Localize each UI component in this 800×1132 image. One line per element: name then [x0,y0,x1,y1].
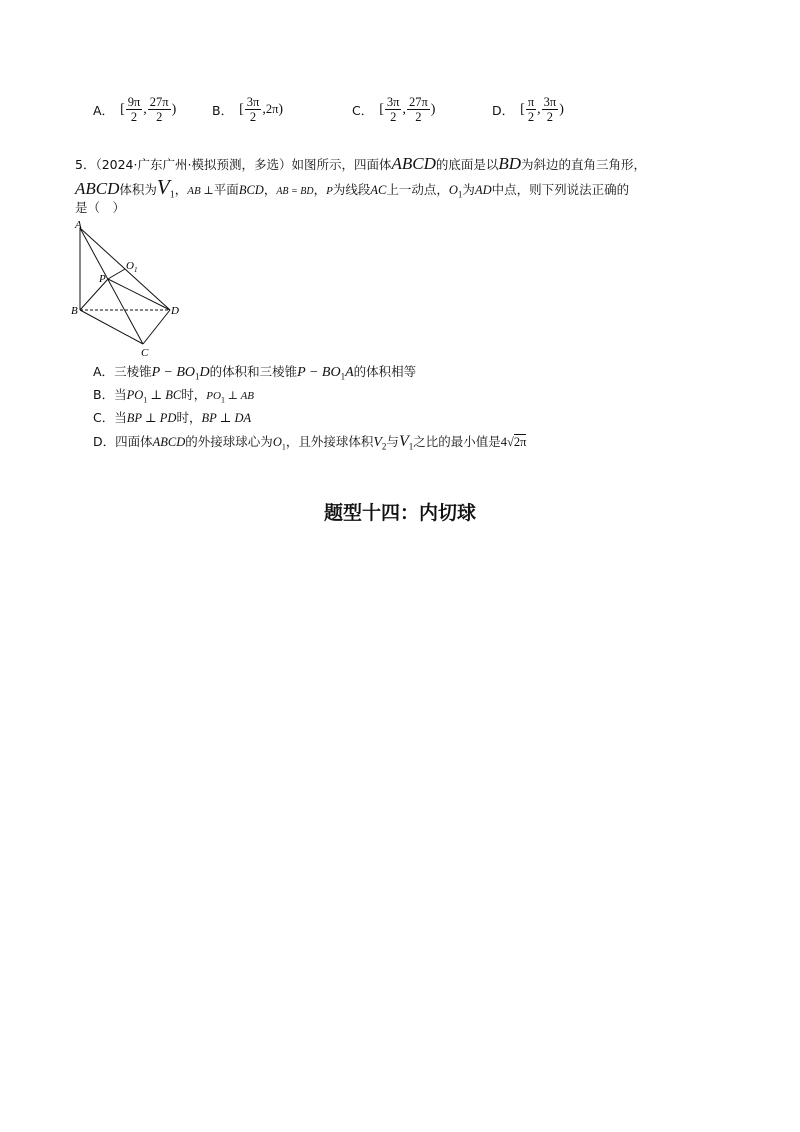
open-bracket: [ [239,101,244,117]
segment-po1 [108,269,125,279]
label-d: D [171,305,179,317]
open-bracket: [ [120,101,125,117]
label-o1 [126,260,137,274]
question-text: 是（ ） [75,200,126,215]
question-text: ， [313,182,327,197]
math-expression: P − BO [297,365,341,380]
question-5-line-3 [75,199,125,217]
question-text: 上一动点， [386,182,449,197]
subscript: 1 [220,395,225,405]
denominator: 2 [156,110,163,124]
question-number: 5． [75,157,96,172]
question-5-line-1 [75,155,646,174]
segment-pd [108,279,170,310]
denominator: 2 [415,110,422,124]
choice-text: 当 [114,387,127,402]
math-radicand: 2π [513,435,527,449]
close-bracket: ) [430,101,436,117]
fraction [245,95,262,124]
question-5-line-2 [75,175,630,205]
fraction [385,95,402,124]
prev-option-a [93,95,176,124]
label-p: P [99,273,106,285]
comma: , [143,101,147,117]
subscript: 1 [195,371,200,382]
choice-text: 的外接球球心为 [185,434,273,449]
question-text: 为 [462,182,475,197]
fraction [407,95,430,124]
choice-text: 当 [114,410,127,425]
choice-b [93,386,254,410]
choice-text: 的体积和三棱锥 [209,364,298,379]
math-expression: P − BO [151,365,195,380]
comma: , [262,101,266,117]
section-heading: 题型十四：内切球 [323,502,476,524]
question-text: 平面 [213,182,239,197]
option-label: B． [212,102,234,118]
math-expression: BP ⊥ PD [126,411,177,425]
close-bracket: ) [278,101,284,117]
math-coefficient: 4 [500,435,507,449]
prev-option-c [352,95,435,124]
interval-end: 2π [265,102,279,116]
numerator: 27π [149,95,169,109]
question-text: 体积为 [119,182,157,197]
open-bracket: [ [520,101,525,117]
math-expression: ⊥ AB [224,390,255,402]
numerator: 9π [127,95,141,109]
denominator: 2 [546,110,554,124]
question-text: （2024·广东广州·模拟预测，多选）如图所示，四面体 [95,157,392,172]
fraction [126,95,143,124]
choice-text: 时， [176,410,202,425]
denominator: 2 [130,110,138,124]
math-expression: V [373,435,382,450]
fraction [526,95,536,124]
subscript: 1 [340,371,346,382]
close-bracket: ) [559,101,564,117]
math-expression: O [272,435,282,449]
choice-label: B． [93,387,115,402]
numerator: π [527,95,535,109]
subscript: 2 [381,441,387,452]
subscript: 1 [169,189,175,201]
option-label: A． [93,102,115,118]
math-point: P [326,185,333,197]
math-perpendicular: AB ⊥ [187,185,214,197]
subscript: 1 [281,442,286,452]
math-segment: AD [474,183,492,197]
choice-label: D． [93,434,116,449]
choice-label: A． [93,364,115,379]
question-text: ， [263,182,277,197]
numerator: 3π [386,95,400,109]
numerator: 3π [246,95,260,109]
denominator: 2 [249,110,257,124]
option-label: D． [492,102,515,118]
math-expression: A [345,365,354,380]
sqrt-sign: √ [506,435,514,449]
math-expression: PO [126,388,144,402]
question-text: 为斜边的直角三角形， [521,157,647,172]
prev-option-d [492,95,564,124]
subscript: 1 [408,441,414,452]
math-expression: BP ⊥ DA [201,411,252,425]
choice-text: 三棱锥 [114,364,152,379]
subscript: 1 [143,395,148,405]
fraction [542,95,559,124]
math-expression: V [398,433,409,450]
choice-text: ，且外接球体积 [285,434,374,449]
choice-d [93,433,526,457]
subscript: 1 [457,189,463,200]
math-tetrahedron: ABCD [391,154,436,173]
math-equality: AB = BD [276,186,314,197]
question-text: 的底面是以 [435,157,499,172]
comma: , [402,101,406,117]
label-o-subscript: 1 [133,266,138,274]
math-volume: V [156,175,170,199]
option-label: C． [352,102,374,118]
numerator: 27π [408,95,428,109]
prev-option-b [212,95,283,124]
denominator: 2 [527,110,535,124]
label-a: A [75,219,82,231]
math-segment: BD [498,154,522,173]
math-expression: D [199,365,210,380]
question-text: 中点，则下列说法正确的 [491,182,630,197]
choice-label: C． [93,410,115,425]
choice-text: 四面体 [115,434,153,449]
choice-text: 与 [386,434,399,449]
label-b: B [71,305,78,317]
choice-text: 的体积相等 [353,364,417,379]
math-segment: AC [370,183,387,197]
numerator: 3π [543,95,557,109]
math-point: O [448,183,458,197]
math-tetrahedron: ABCD [75,179,120,198]
close-bracket: ) [171,101,177,117]
tetrahedron-figure [70,218,180,358]
question-text: ， [174,182,188,197]
denominator: 2 [390,110,397,124]
open-bracket: [ [379,101,384,117]
edge-cd [143,310,170,344]
math-expression: ABCD [152,435,186,449]
fraction [148,95,171,124]
choice-text: 时， [181,387,207,402]
comma: , [537,101,541,117]
question-text: 为线段 [332,182,371,197]
math-plane: BCD [238,183,264,197]
math-expression: ⊥ BC [147,388,182,402]
choice-a [93,363,416,386]
label-c: C [141,347,149,358]
choice-text: 之比的最小值是 [413,434,501,449]
label-o: O [126,260,134,272]
math-expression: PO [206,390,221,402]
choice-c [93,409,251,427]
